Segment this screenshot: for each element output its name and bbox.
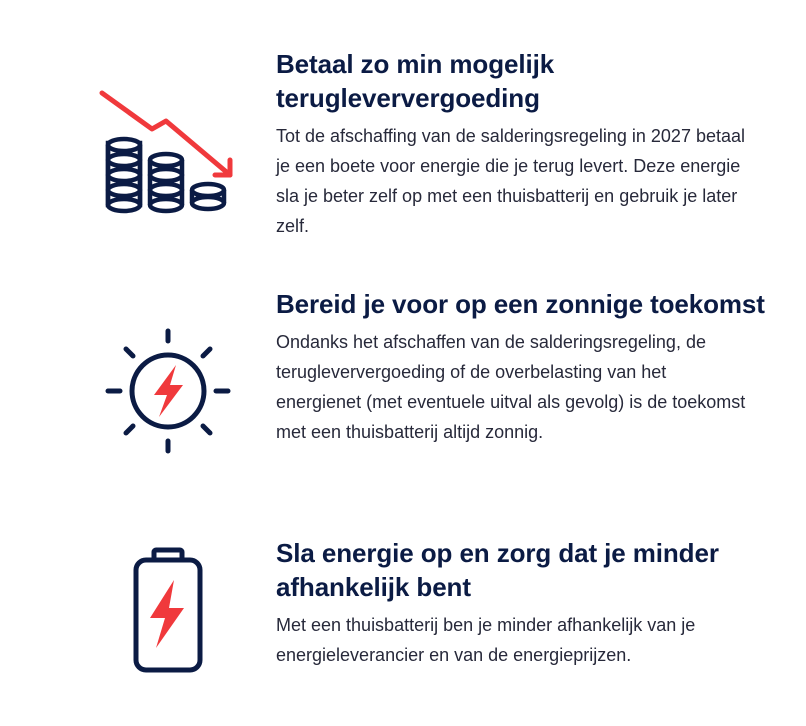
feature-title: Sla energie op en zorg dat je minder afhankelijk bent (276, 538, 719, 602)
sun-lightning-icon (88, 311, 248, 471)
feature-title: Bereid je voor op een zonnige toekomst (276, 289, 765, 319)
coins-decreasing-icon (88, 83, 248, 243)
lightning-bolt-icon (154, 365, 183, 417)
feature-description: Met een thuisbatterij ben je minder afhankelijk van je energieleverancier en van de energieprijzen. (276, 615, 696, 665)
feature-text (276, 47, 776, 241)
feature-text (276, 287, 776, 447)
lightning-bolt-icon (150, 580, 184, 648)
feature-description: Ondanks het afschaffen van de salderingsregeling, de terugleververgoeding of de overbelasting van het energienet (met eventuele uitval als gevolg) is de toekomst met een thuisbatterij altijd zonnig. (276, 332, 746, 442)
feature-text (276, 536, 776, 670)
feature-description: Tot de afschaffing van de salderingsregeling in 2027 betaal je een boete voor energie die je terug levert. Deze energie sla je beter zelf op met een thuisbatterij en gebruik je later zelf. (276, 126, 746, 236)
coin-stacks-icon (108, 139, 224, 211)
battery-lightning-icon (88, 542, 248, 702)
feature-title: Betaal zo min mogelijk terugleververgoeding (276, 49, 555, 113)
